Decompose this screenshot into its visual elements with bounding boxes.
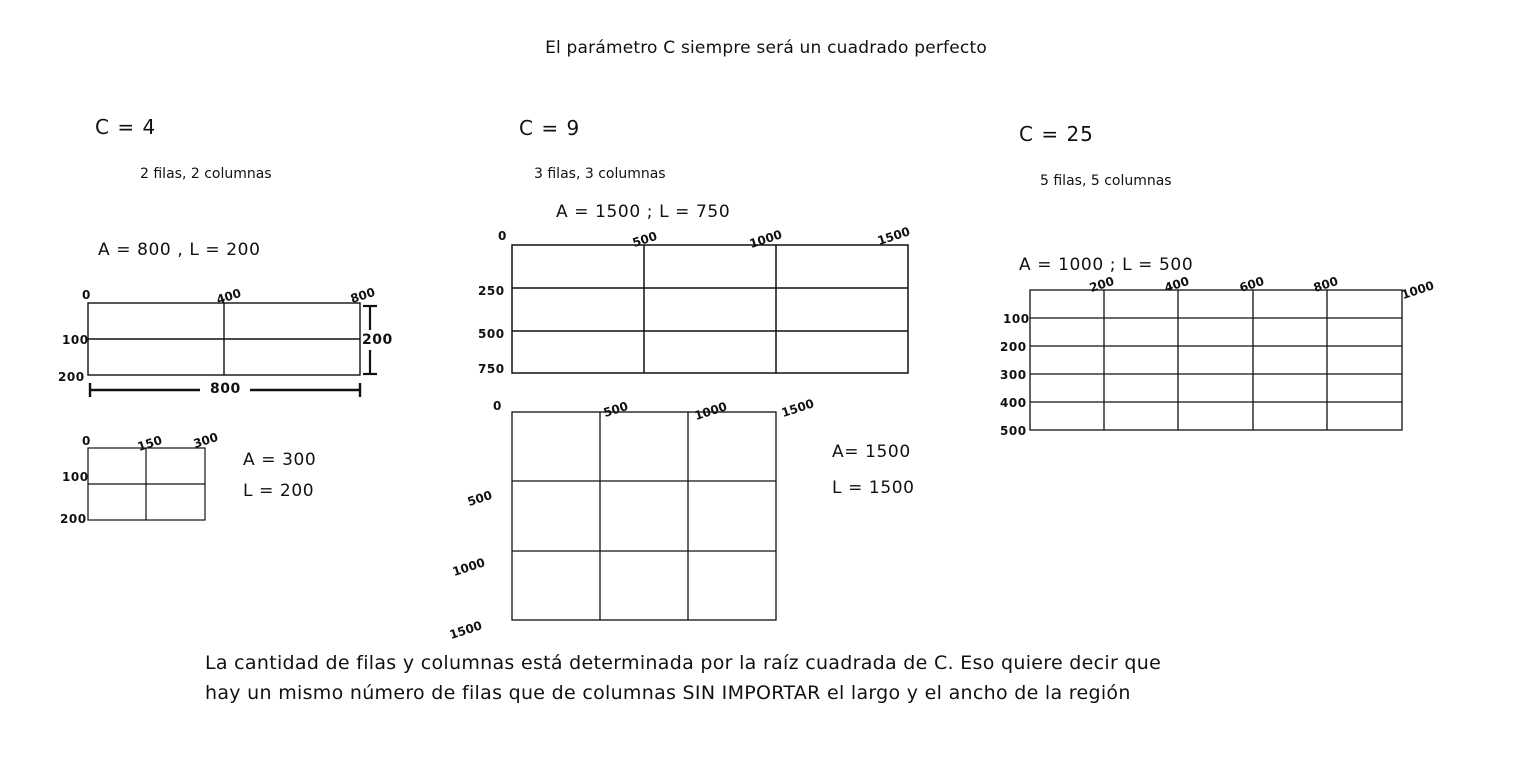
xtick-c25-1-4: 1000 [1399,278,1436,302]
ytick-c4-2-2: 200 [60,512,87,526]
case-subtitle-c25: 5 filas, 5 columnas [1040,173,1172,189]
xtick-c9-2-1: 500 [601,398,630,420]
case-title-c9: C = 9 [519,116,581,140]
xtick-c9-2-0: 0 [493,399,502,413]
xtick-c9-1-0: 0 [498,229,507,243]
case-subtitle-c9: 3 filas, 3 columnas [534,166,666,182]
case-title-c25: C = 25 [1019,122,1094,146]
ytick-c25-1-3: 400 [1000,396,1027,410]
annotation-c9-grid1: A = 1500 ; L = 750 [556,202,731,222]
xtick-c9-2-3: 1500 [779,396,816,420]
ytick-c9-1-1: 250 [478,284,505,298]
xtick-c9-1-1: 500 [630,228,659,250]
case-title-c4: C = 4 [95,115,157,139]
xtick-c25-1-3: 800 [1311,273,1340,295]
xtick-c4-1-0: 0 [82,288,91,302]
ytick-c9-1-3: 750 [478,362,505,376]
annotation-c9-grid2-line2: L = 1500 [832,478,915,498]
ytick-c4-1-1: 100 [62,333,89,347]
ytick-c25-1-2: 300 [1000,368,1027,382]
page-title: El parámetro C siempre será un cuadrado perfecto [545,38,987,58]
xtick-c9-2-2: 1000 [692,399,729,423]
footer-line-1: La cantidad de filas y columnas está determinada por la raíz cuadrada de C. Eso quiere decir que [205,652,1162,674]
annotation-c4-grid2-line2: L = 200 [243,481,315,501]
xtick-c4-2-0: 0 [82,434,91,448]
xtick-c4-1-2: 800 [348,284,377,306]
xtick-c4-1-1: 400 [214,285,243,307]
xtick-c9-1-2: 1000 [747,227,784,251]
xtick-c25-1-1: 400 [1162,273,1191,295]
annotation-c25-grid1: A = 1000 ; L = 500 [1019,255,1194,275]
case-subtitle-c4: 2 filas, 2 columnas [140,166,272,182]
xtick-c25-1-0: 200 [1087,273,1116,295]
ytick-c25-1-4: 500 [1000,424,1027,438]
ytick-c9-2-1: 500 [465,487,494,509]
ytick-c9-2-3: 1500 [447,618,484,642]
annotation-c9-grid2-line1: A= 1500 [832,442,911,462]
ytick-c4-1-2: 200 [58,370,85,384]
xtick-c4-2-2: 300 [191,429,220,451]
width-label-c4-1: 800 [210,381,241,397]
ytick-c25-1-1: 200 [1000,340,1027,354]
annotation-c4-grid2-line1: A = 300 [243,450,317,470]
xtick-c9-1-3: 1500 [875,224,912,248]
ytick-c9-2-2: 1000 [450,555,487,579]
xtick-c25-1-2: 600 [1237,273,1266,295]
ytick-c9-1-2: 500 [478,327,505,341]
xtick-c4-2-1: 150 [135,432,164,454]
height-label-c4-1: 200 [362,332,393,348]
ytick-c25-1-0: 100 [1003,312,1030,326]
ytick-c4-2-1: 100 [62,470,89,484]
footer-line-2: hay un mismo número de filas que de columnas SIN IMPORTAR el largo y el ancho de la región [205,682,1131,704]
annotation-c4-grid1: A = 800 , L = 200 [98,240,261,260]
